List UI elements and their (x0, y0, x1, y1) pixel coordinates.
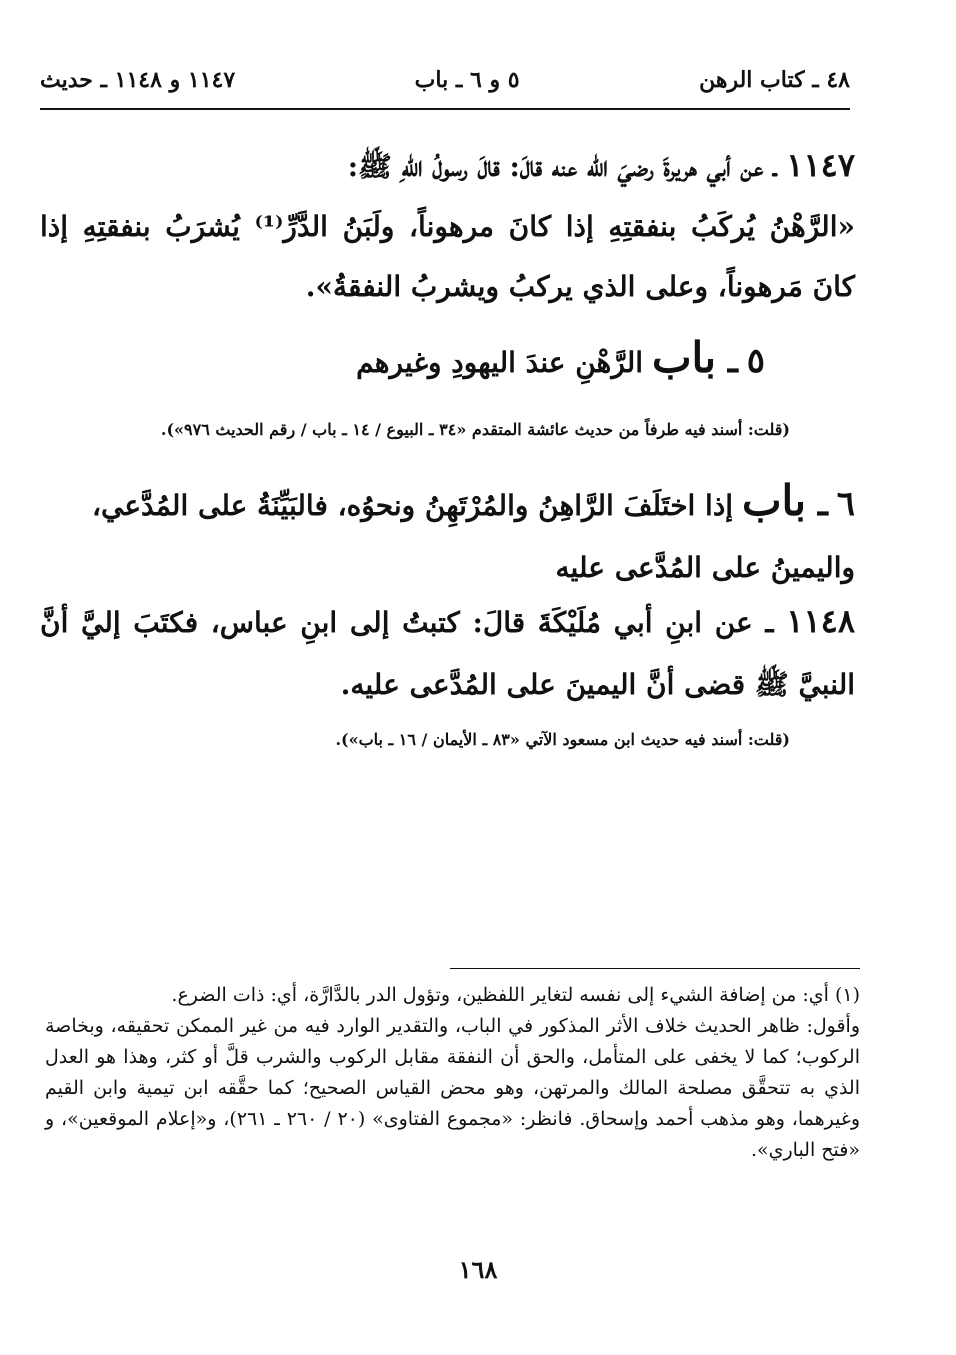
footnote (45, 980, 860, 1166)
header-chapter: ٤٨ ـ كتاب الرهن (699, 67, 850, 93)
chapter-6-heading: ٦ ـ باب إذا اختَلَفَ الرَّاهِنُ والمُرْتَهِنُ ونحوُه، فالبَيِّنَةُ على المُدَّعي، واليمينُ على المُدَّعى عليه (91, 476, 855, 584)
hadith-1148 (40, 590, 855, 716)
hadith-1147-number: ١١٤٧ (786, 146, 855, 184)
page-number: ١٦٨ (458, 1255, 498, 1284)
header-hadith-range: ١١٤٧ و ١١٤٨ ـ حديث (40, 67, 236, 93)
footnote-line-1: (١) أي: من إضافة الشيء إلى نفسه لتغاير اللفظين، وتؤول الدر بالدَّارَّة، أي: ذات الضرع. (171, 984, 860, 1006)
chapter-6-number: ٦ (836, 484, 855, 524)
hadith-1148-number: ١١٤٨ (786, 602, 855, 640)
chapter-6-title: إذا اختَلَفَ الرَّاهِنُ والمُرْتَهِنُ ونحوُه، فالبَيِّنَةُ على المُدَّعي، واليمينُ على المُدَّعى عليه (91, 489, 855, 584)
chapter-5-number: ٥ (746, 341, 765, 381)
running-header (40, 60, 850, 100)
chapter-6-word: باب (741, 476, 807, 525)
hadith-1148-note: (قلت: أسند فيه حديث ابن مسعود الآتي «٨٣ ـ الأيمان / ١٦ ـ باب»). (335, 730, 790, 749)
chapter-5-heading: ٥ ـ باب الرَّهْنِ عندَ اليهودِ وغيرهم (356, 333, 765, 382)
footnote-rule (450, 968, 860, 969)
hadith-1147-intro: ـ عن أبي هريرةَ رضيَ الله عنه قالَ: قالَ رسولُ اللهِ ﷺ: (347, 150, 777, 183)
hadith-1147 (40, 135, 855, 317)
footnote-line-2: وأقول: ظاهر الحديث خلاف الأثر المذكور في الباب، والتقدير الوارد فيه من غير الممكن تحقيقه، وبخاصة الركوب؛ كما لا يخفى على المتأمل، والحق أن النفقة مقابل الركوب والشرب قلَّ أو كثر، وهذا هو العدل الذي به تتحقَّق مصلحة المالك والمرتهن، وهو محض القياس الصحيح؛ كما حقَّقه ابن تيمية وابن القيم وغيرهما، وهو مذهب أحمد وإسحاق. فانظر: «مجموع الفتاوى» (٢٠ / ٢٦٠ ـ ٢٦١)، و«إعلام الموقعين»، و «فتح الباري». (45, 1015, 860, 1161)
header-section: ٥ و ٦ ـ باب (414, 67, 520, 93)
chapter-5-note: (قلت: أسند فيه طرفاً من حديث عائشة المتقدم «٣٤ ـ البيوع / ١٤ ـ باب / رقم الحديث ٩٧٦»). (160, 420, 790, 439)
chapter-5-title: الرَّهْنِ عندَ اليهودِ وغيرهم (356, 346, 644, 379)
hadith-1148-text: ـ عن ابنِ أبي مُلَيْكَةَ قالَ: كتبتُ إلى ابنِ عباس، فكتَبَ إليَّ أنَّ النبيَّ ﷺ قضى أنَّ اليمينَ على المُدَّعى عليه. (40, 606, 855, 701)
header-rule (40, 108, 850, 110)
chapter-5-word: باب (651, 333, 717, 382)
hadith-1147-text: «الرَّهْنُ يُركَبُ بنفقتِهِ إذا كانَ مرهوناً، ولَبَنُ الدَّرِّ⁽¹⁾ يُشرَبُ بنفقتِهِ إذا كانَ مَرهوناً، وعلى الذي يركبُ ويشربُ النفقةُ». (40, 210, 855, 303)
